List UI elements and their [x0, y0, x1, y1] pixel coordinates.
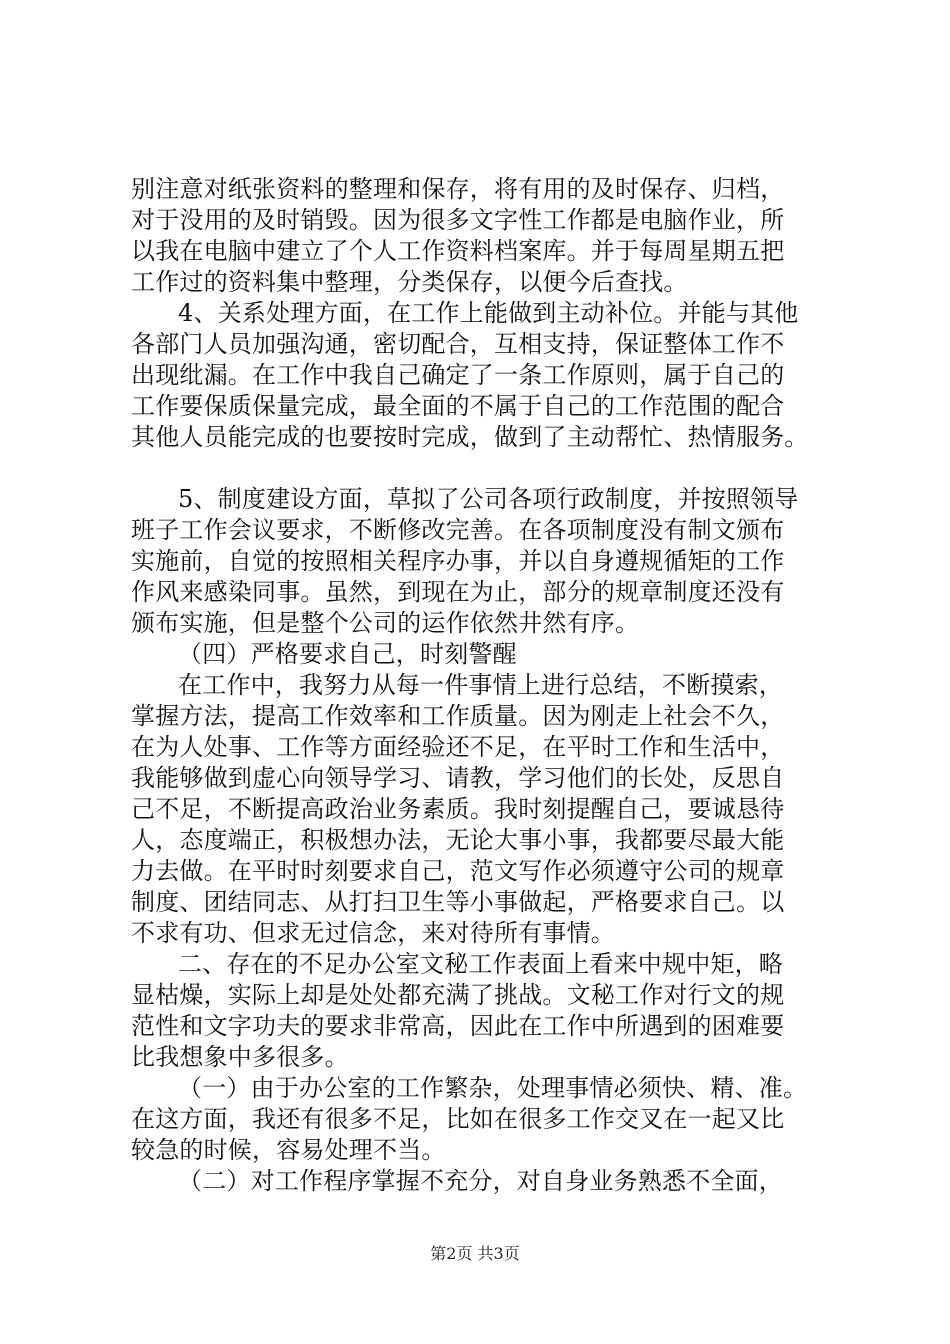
- text-line: 班子工作会议要求，不断修改完善。在各项制度没有制文颁布: [131, 516, 785, 544]
- text-line: 工作过的资料集中整理，分类保存，以便今后查找。: [131, 268, 688, 296]
- text-line: 在这方面，我还有很多不足，比如在很多工作交叉在一起又比: [131, 1105, 785, 1133]
- text-line: 颁布实施，但是整个公司的运作依然井然有序。: [131, 609, 640, 637]
- text-line: 制度、团结同志、从打扫卫生等小事做起，严格要求自己。以: [131, 888, 785, 916]
- text-line: 作风来感染同事。虽然，到现在为止，部分的规章制度还没有: [131, 578, 785, 606]
- text-line: 力去做。在平时时刻要求自己，范文写作必须遵守公司的规章: [131, 857, 785, 885]
- text-line: 比我想象中多很多。: [131, 1043, 349, 1071]
- text-line: 工作要保质保量完成，最全面的不属于自己的工作范围的配合: [131, 392, 785, 420]
- text-line: 较急的时候，容易处理不当。: [131, 1136, 446, 1164]
- text-line: 我能够做到虚心向领导学习、请教，学习他们的长处，反思自: [131, 764, 785, 792]
- section-heading-line: （四）严格要求自己，时刻警醒: [178, 640, 517, 668]
- section-heading-line: 二、存在的不足办公室文秘工作表面上看来中规中矩，略: [178, 950, 783, 978]
- text-line: 范性和文字功夫的要求非常高，因此在工作中所遇到的困难要: [131, 1012, 785, 1040]
- text-line: 显枯燥，实际上却是处处都充满了挑战。文秘工作对行文的规: [131, 981, 785, 1009]
- paragraph-start-line: （二）对工作程序掌握不充分，对自身业务熟悉不全面，: [178, 1167, 783, 1195]
- text-line: 不求有功、但求无过信念，来对待所有事情。: [131, 919, 615, 947]
- text-line: 各部门人员加强沟通，密切配合，互相支持，保证整体工作不: [131, 330, 785, 358]
- text-line: 对于没用的及时销毁。因为很多文字性工作都是电脑作业，所: [131, 206, 785, 234]
- paragraph-start-line: 4、关系处理方面，在工作上能做到主动补位。并能与其他: [178, 299, 799, 327]
- text-line: 在为人处事、工作等方面经验还不足，在平时工作和生活中，: [131, 733, 785, 761]
- text-line: 己不足，不断提高政治业务素质。我时刻提醒自己，要诚恳待: [131, 795, 785, 823]
- text-line: 其他人员能完成的也要按时完成，做到了主动帮忙、热情服务。: [131, 423, 809, 451]
- text-line: 以我在电脑中建立了个人工作资料档案库。并于每周星期五把: [131, 237, 785, 265]
- text-line: 掌握方法，提高工作效率和工作质量。因为刚走上社会不久，: [131, 702, 785, 730]
- paragraph-start-line: （一）由于办公室的工作繁杂，处理事情必须快、精、准。: [178, 1074, 808, 1102]
- text-line: 实施前，自觉的按照相关程序办事，并以自身遵规循矩的工作: [131, 547, 785, 575]
- page-number-footer: 第2页 共3页: [430, 1244, 520, 1263]
- text-line: 出现纰漏。在工作中我自己确定了一条工作原则，属于自己的: [131, 361, 785, 389]
- text-line: 别注意对纸张资料的整理和保存，将有用的及时保存、归档，: [131, 175, 785, 203]
- text-line: 人，态度端正，积极想办法，无论大事小事，我都要尽最大能: [131, 826, 785, 854]
- paragraph-start-line: 在工作中，我努力从每一件事情上进行总结，不断摸索，: [178, 671, 783, 699]
- paragraph-start-line: 5、制度建设方面，草拟了公司各项行政制度，并按照领导: [178, 485, 799, 513]
